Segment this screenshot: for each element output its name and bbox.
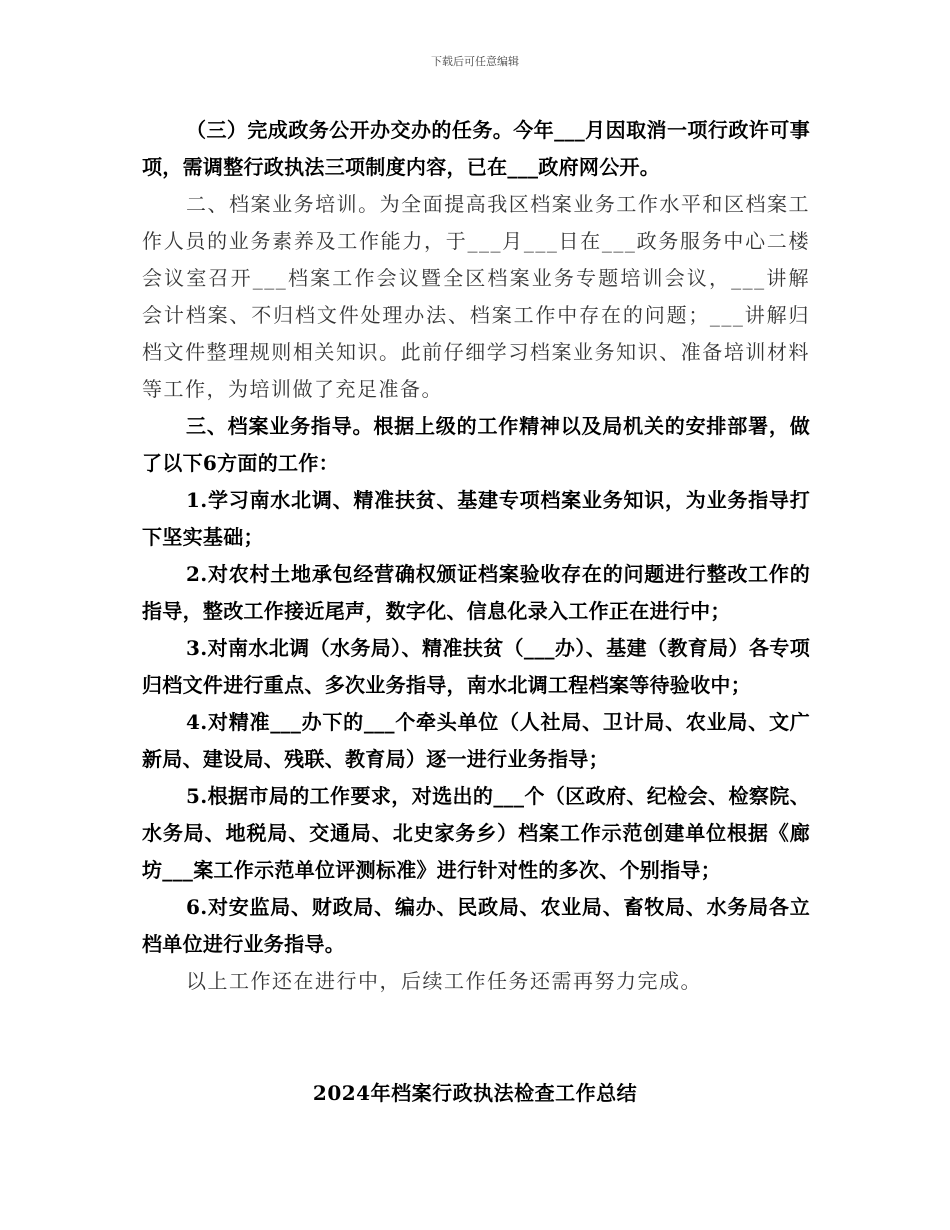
list-item: 5.根据市局的工作要求，对选出的___个（区政府、纪检会、检察院、水务局、地税局、交通局、北史家务乡）档案工作示范创建单位根据《廊坊___案工作示范单位评测标准》进行针对性的多次、个别指导；	[142, 784, 810, 882]
section-political-disclosure: （三）完成政务公开办交办的任务。今年___月因取消一项行政许可事项，需调整行政执法三项制度内容，已在___政府网公开。	[142, 118, 810, 179]
list-item: 6.对安监局、财政局、编办、民政局、农业局、畜牧局、水务局各立档单位进行业务指导。	[142, 895, 810, 956]
closing-paragraph: 以上工作还在进行中，后续工作任务还需再努力完成。	[186, 969, 702, 993]
document-title: 2024年档案行政执法检查工作总结	[312, 1081, 638, 1105]
list-item: 3.对南水北调（水务局）、精准扶贫（___办）、基建（教育局）各专项归档文件进行重点、多次业务指导，南水北调工程档案等待验收中；	[142, 636, 810, 697]
list-item: 1.学习南水北调、精准扶贫、基建专项档案业务知识，为业务指导打下坚实基础；	[142, 488, 810, 549]
section-archive-guidance: 三、档案业务指导。根据上级的工作精神以及局机关的安排部署，做了以下6方面的工作：	[142, 414, 810, 475]
section-archive-training: 二、档案业务培训。为全面提高我区档案业务工作水平和区档案工作人员的业务素养及工作能力，于___月___日在___政务服务中心二楼会议室召开___档案工作会议暨全区档案业务专题培训会议，___讲解会计档案、不归档文件处理办法、档案工作中存在的问题；___讲解归档文件整理规则相关知识。此前仔细学习档案业务知识、准备培训材料等工作，为培训做了充足准备。	[142, 192, 810, 401]
document-body	[142, 112, 810, 1000]
list-item: 2.对农村土地承包经营确权颁证档案验收存在的问题进行整改工作的指导，整改工作接近尾声，数字化、信息化录入工作正在进行中；	[142, 562, 810, 623]
page-header: 下载后可任意编辑	[431, 55, 519, 68]
list-item: 4.对精准___办下的___个牵头单位（人社局、卫计局、农业局、文广新局、建设局、残联、教育局）逐一进行业务指导；	[142, 710, 810, 771]
